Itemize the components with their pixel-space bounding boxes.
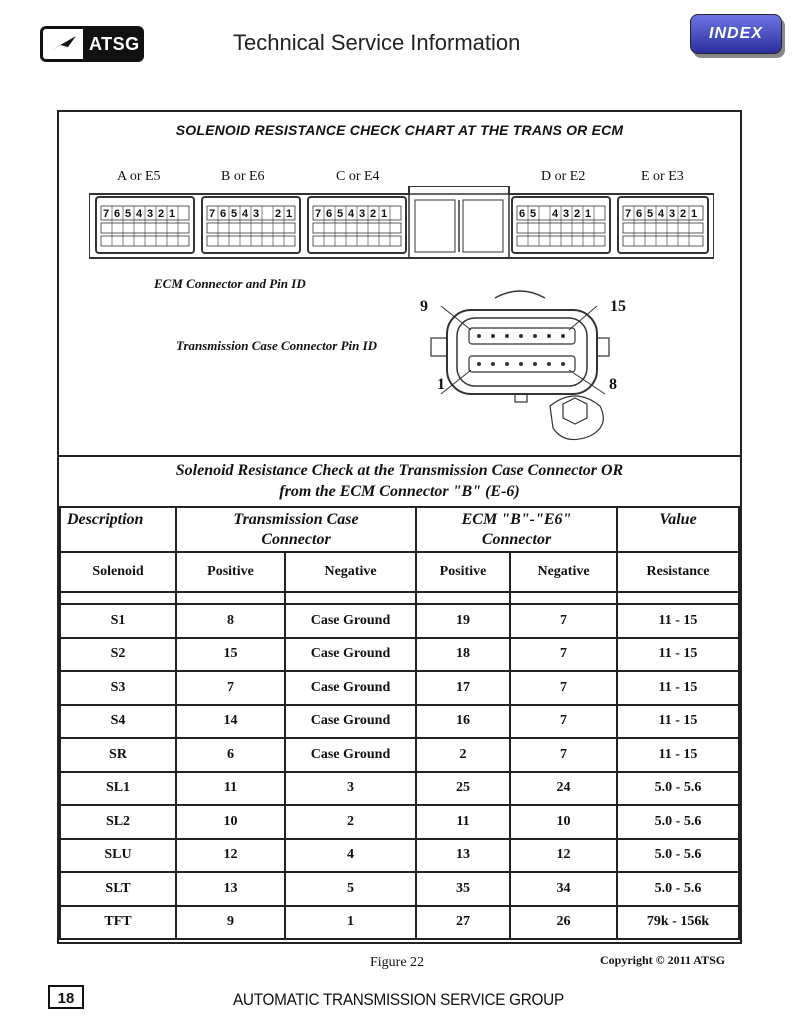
spacer-cell (416, 592, 510, 604)
ecm-connector-diagram (89, 186, 714, 262)
cell-trans-positive: 8 (176, 604, 285, 638)
col-header-ecm-negative: Negative (510, 552, 617, 592)
svg-text:6: 6 (635, 208, 643, 220)
spacer-cell (617, 592, 739, 604)
cell-ecm-negative: 7 (510, 604, 617, 638)
connector-label-b: B or E6 (221, 169, 265, 184)
figure-caption: Figure 22 (370, 955, 425, 970)
pin-label-9: 9 (420, 298, 428, 315)
page-title: Technical Service Information (233, 30, 521, 55)
svg-text:6: 6 (113, 208, 121, 220)
content-frame (57, 110, 742, 944)
cell-resistance: 79k - 156k (617, 906, 739, 940)
cell-resistance: 11 - 15 (617, 738, 739, 772)
cell-trans-positive: 10 (176, 805, 285, 839)
cell-ecm-negative: 26 (510, 906, 617, 940)
header-trans-case (176, 507, 416, 552)
header-value: Value (617, 507, 739, 552)
connector-label-a: A or E5 (117, 169, 161, 184)
cell-trans-negative: 4 (285, 839, 416, 873)
atsg-logo (40, 26, 144, 62)
cell-resistance: 11 - 15 (617, 705, 739, 739)
cell-ecm-positive: 19 (416, 604, 510, 638)
cell-ecm-negative: 7 (510, 738, 617, 772)
cell-trans-negative: Case Ground (285, 671, 416, 705)
col-header-trans-positive: Positive (176, 552, 285, 592)
svg-text:5: 5 (529, 208, 537, 220)
svg-text:1: 1 (380, 208, 388, 220)
cell-solenoid: S2 (60, 638, 176, 672)
cell-ecm-negative: 24 (510, 772, 617, 806)
svg-text:3: 3 (358, 208, 366, 220)
section-divider (59, 455, 740, 457)
cell-resistance: 5.0 - 5.6 (617, 872, 739, 906)
header-trans-case-line1: Transmission Case (233, 511, 359, 528)
cell-ecm-positive: 17 (416, 671, 510, 705)
cell-solenoid: S4 (60, 705, 176, 739)
table-row (60, 638, 739, 672)
header-ecm-line1: ECM "B"-"E6" (461, 511, 572, 528)
svg-text:3: 3 (562, 208, 570, 220)
svg-text:4: 4 (241, 208, 249, 220)
plane-icon (43, 29, 83, 59)
svg-text:4: 4 (657, 208, 665, 220)
header-ecm (416, 507, 617, 552)
header-ecm-line2: Connector (481, 531, 552, 548)
cell-trans-negative: 2 (285, 805, 416, 839)
cell-ecm-positive: 16 (416, 705, 510, 739)
svg-text:2: 2 (573, 208, 581, 220)
cell-trans-positive: 11 (176, 772, 285, 806)
header-description: Description (60, 507, 176, 552)
spacer-cell (60, 592, 176, 604)
resistance-table (59, 506, 740, 940)
cell-ecm-negative: 7 (510, 638, 617, 672)
footer-company: AUTOMATIC TRANSMISSION SERVICE GROUP (233, 990, 564, 1009)
svg-text:6: 6 (518, 208, 526, 220)
connector-label-c: C or E4 (336, 169, 380, 184)
table-column-header-row (60, 552, 739, 592)
cell-solenoid: SR (60, 738, 176, 772)
table-group-header-row (60, 507, 739, 552)
table-row (60, 906, 739, 940)
table-row (60, 839, 739, 873)
svg-text:2: 2 (369, 208, 377, 220)
cell-resistance: 11 - 15 (617, 638, 739, 672)
cell-trans-positive: 14 (176, 705, 285, 739)
svg-text:7: 7 (624, 208, 632, 220)
cell-ecm-negative: 7 (510, 671, 617, 705)
cell-trans-negative: 1 (285, 906, 416, 940)
svg-text:3: 3 (252, 208, 260, 220)
svg-text:5: 5 (336, 208, 344, 220)
table-row (60, 705, 739, 739)
ecm-connector-caption: ECM Connector and Pin ID (154, 276, 306, 291)
svg-text:1: 1 (584, 208, 592, 220)
table-spacer-row (60, 592, 739, 604)
index-button[interactable]: INDEX (690, 14, 782, 54)
svg-text:1: 1 (285, 208, 293, 220)
svg-text:5: 5 (230, 208, 238, 220)
cell-trans-negative: 3 (285, 772, 416, 806)
svg-text:4: 4 (347, 208, 355, 220)
svg-text:2: 2 (679, 208, 687, 220)
section-title-line1: Solenoid Resistance Check at the Transmission Case Connector OR (175, 462, 624, 479)
svg-text:3: 3 (668, 208, 676, 220)
cell-solenoid: S1 (60, 604, 176, 638)
spacer-cell (285, 592, 416, 604)
col-header-solenoid: Solenoid (60, 552, 176, 592)
spacer-cell (176, 592, 285, 604)
cell-ecm-positive: 11 (416, 805, 510, 839)
cell-solenoid: SL2 (60, 805, 176, 839)
cell-solenoid: S3 (60, 671, 176, 705)
svg-text:7: 7 (102, 208, 110, 220)
page-number: 18 (48, 985, 84, 1009)
svg-text:6: 6 (219, 208, 227, 220)
svg-text:7: 7 (314, 208, 322, 220)
section-title (59, 460, 740, 502)
cell-trans-positive: 6 (176, 738, 285, 772)
cell-ecm-positive: 18 (416, 638, 510, 672)
spacer-cell (510, 592, 617, 604)
svg-text:3: 3 (146, 208, 154, 220)
cell-trans-negative: Case Ground (285, 705, 416, 739)
cell-resistance: 11 - 15 (617, 671, 739, 705)
cell-trans-positive: 9 (176, 906, 285, 940)
cell-ecm-positive: 35 (416, 872, 510, 906)
svg-text:2: 2 (274, 208, 282, 220)
cell-solenoid: SLU (60, 839, 176, 873)
cell-ecm-negative: 10 (510, 805, 617, 839)
cell-ecm-negative: 12 (510, 839, 617, 873)
cell-trans-negative: Case Ground (285, 604, 416, 638)
col-header-resistance: Resistance (617, 552, 739, 592)
cell-solenoid: TFT (60, 906, 176, 940)
svg-text:1: 1 (168, 208, 176, 220)
header-trans-case-line2: Connector (261, 531, 331, 548)
table-row (60, 604, 739, 638)
cell-ecm-positive: 13 (416, 839, 510, 873)
cell-ecm-negative: 7 (510, 705, 617, 739)
col-header-ecm-positive: Positive (416, 552, 510, 592)
table-body (60, 592, 739, 939)
table-row (60, 671, 739, 705)
connector-label-e: E or E3 (641, 169, 684, 184)
cell-resistance: 5.0 - 5.6 (617, 805, 739, 839)
cell-solenoid: SL1 (60, 772, 176, 806)
connector-label-d: D or E2 (541, 169, 586, 184)
chart-title: SOLENOID RESISTANCE CHECK CHART AT THE TRANS OR ECM (175, 122, 624, 138)
cell-resistance: 11 - 15 (617, 604, 739, 638)
table-row (60, 872, 739, 906)
cell-trans-negative: 5 (285, 872, 416, 906)
svg-text:7: 7 (208, 208, 216, 220)
cell-resistance: 5.0 - 5.6 (617, 772, 739, 806)
pin-label-15: 15 (610, 298, 626, 315)
cell-ecm-positive: 27 (416, 906, 510, 940)
svg-text:5: 5 (646, 208, 654, 220)
cell-ecm-positive: 25 (416, 772, 510, 806)
svg-text:5: 5 (124, 208, 132, 220)
cell-trans-negative: Case Ground (285, 738, 416, 772)
ecm-pin-grid (89, 186, 714, 262)
cell-resistance: 5.0 - 5.6 (617, 839, 739, 873)
svg-text:6: 6 (325, 208, 333, 220)
table-row (60, 738, 739, 772)
trans-connector-caption: Transmission Case Connector Pin ID (176, 338, 378, 353)
svg-text:4: 4 (551, 208, 559, 220)
table-row (60, 772, 739, 806)
logo-text: ATSG (89, 33, 140, 54)
cell-trans-positive: 13 (176, 872, 285, 906)
pin-label-8: 8 (609, 376, 617, 393)
table-row (60, 805, 739, 839)
cell-trans-negative: Case Ground (285, 638, 416, 672)
cell-solenoid: SLT (60, 872, 176, 906)
transmission-case-connector (425, 286, 615, 442)
svg-text:1: 1 (690, 208, 698, 220)
cell-trans-positive: 12 (176, 839, 285, 873)
cell-ecm-negative: 34 (510, 872, 617, 906)
cell-ecm-positive: 2 (416, 738, 510, 772)
svg-text:2: 2 (157, 208, 165, 220)
section-title-line2: from the ECM Connector "B" (E-6) (279, 483, 520, 500)
copyright-text: Copyright © 2011 ATSG (600, 953, 726, 967)
cell-trans-positive: 7 (176, 671, 285, 705)
pin-label-1: 1 (437, 376, 445, 393)
col-header-trans-negative: Negative (285, 552, 416, 592)
svg-text:4: 4 (135, 208, 143, 220)
cell-trans-positive: 15 (176, 638, 285, 672)
